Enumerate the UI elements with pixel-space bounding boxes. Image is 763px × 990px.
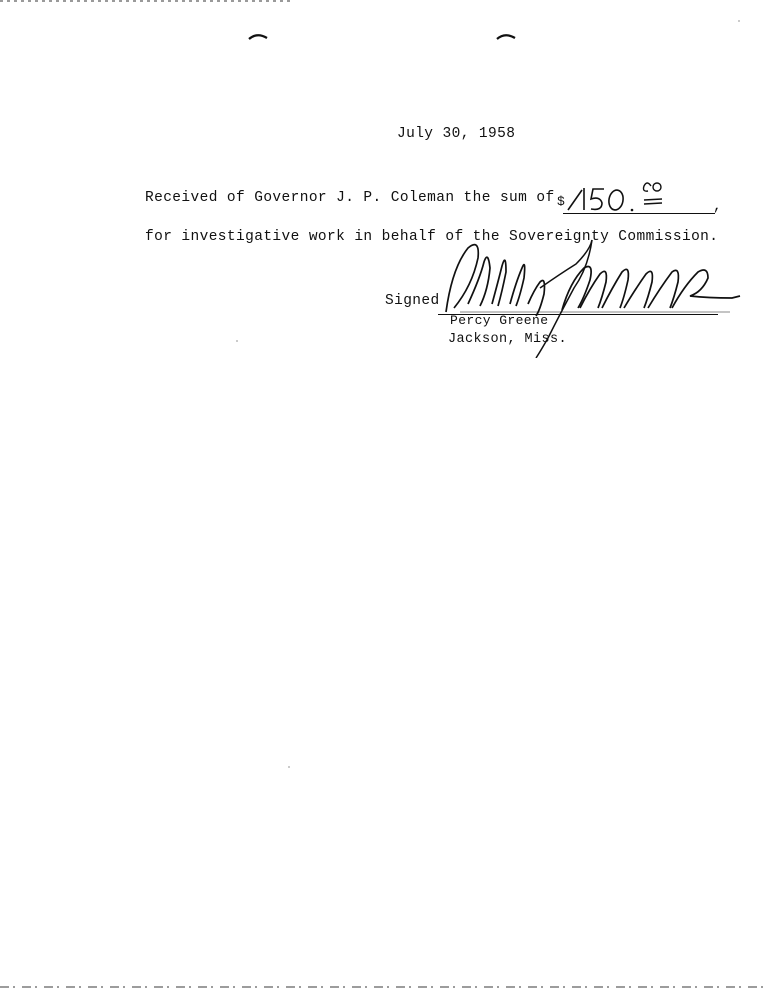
purpose-text: for investigative work in behalf of the Sovereignty Commission.	[145, 229, 719, 245]
amount-trailing-comma: ,	[713, 199, 723, 215]
punch-hole-mark-right	[496, 32, 516, 40]
handwritten-amount	[560, 178, 723, 218]
amount-underline	[563, 213, 715, 214]
received-of-text: Received of Governor J. P. Coleman the sum of	[145, 190, 555, 206]
currency-symbol: $	[557, 194, 566, 209]
signed-label: Signed	[385, 293, 440, 309]
scan-speck	[236, 340, 238, 342]
signer-name: Percy Greene	[450, 313, 549, 328]
scan-speck	[738, 20, 740, 22]
punch-hole-mark-left	[248, 32, 268, 40]
signer-location: Jackson, Miss.	[448, 332, 568, 347]
scan-speck	[288, 766, 290, 768]
receipt-date: July 30, 1958	[397, 126, 516, 142]
scan-edge-bottom	[0, 986, 763, 988]
scan-edge-top	[0, 0, 290, 2]
